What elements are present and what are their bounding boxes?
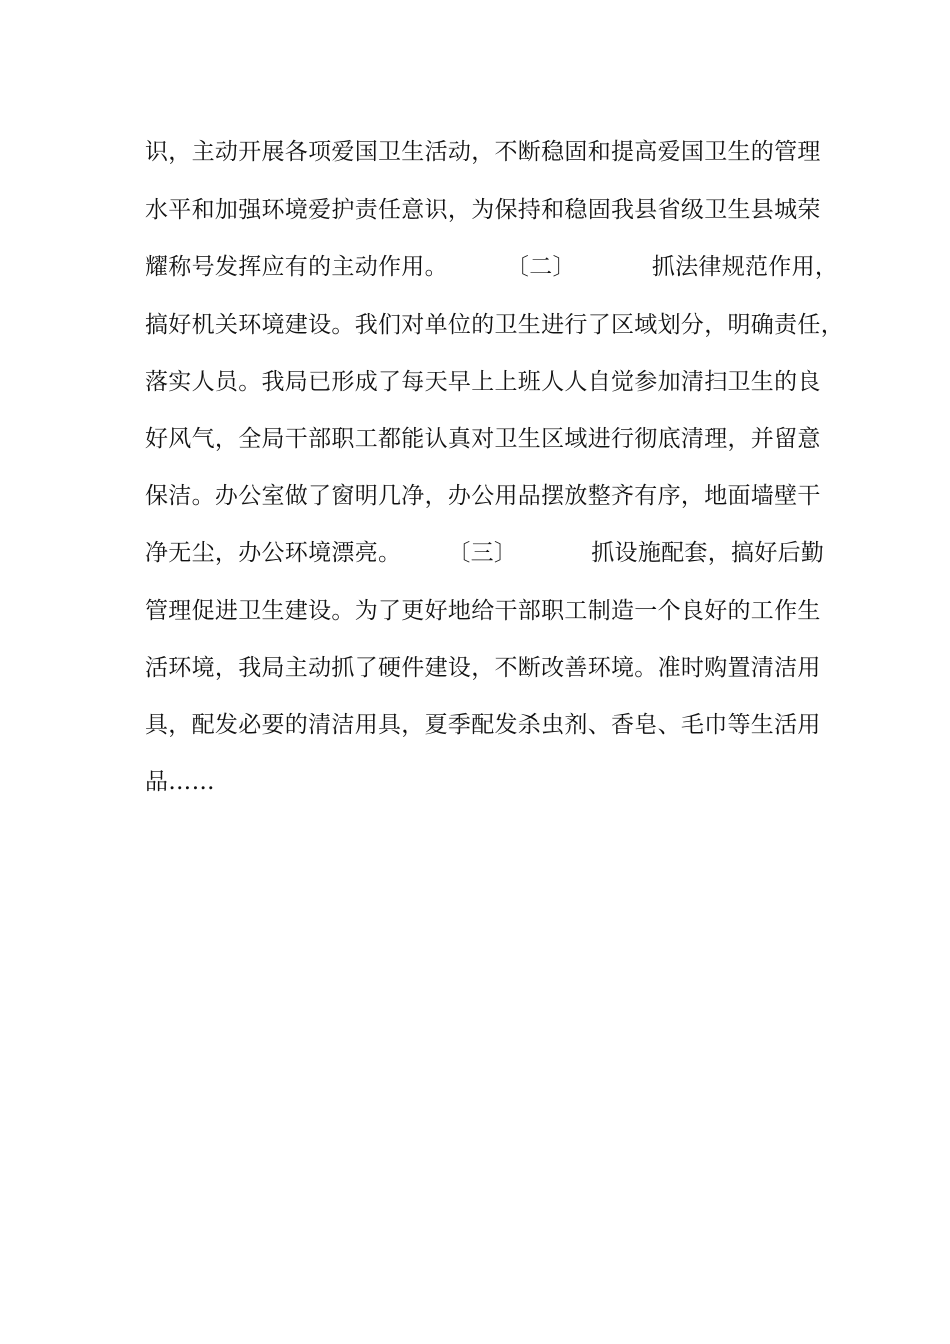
body-text-line-11: 具，配发必要的清洁用具，夏季配发杀虫剂、香皂、毛巾等生活用: [145, 712, 821, 738]
body-text-line-10: 活环境，我局主动抓了硬件建设，不断改善环境。准时购置清洁用: [145, 655, 821, 681]
body-text-line-3: [145, 250, 838, 284]
body-text-line-8-text: 净无尘，办公环境漂亮。: [145, 540, 402, 566]
section-marker-3: 〔三〕: [447, 540, 518, 566]
body-text-line-2: 水平和加强环境爱护责任意识，为保持和稳固我县省级卫生县城荣: [145, 197, 821, 223]
body-text-line-12: 品……: [145, 769, 215, 795]
body-text-line-7: 保洁。办公室做了窗明几净，办公用品摆放整齐有序，地面墙壁干: [145, 483, 821, 509]
body-text-line-6: 好风气，全局干部职工都能认真对卫生区域进行彻底清理，并留意: [145, 426, 821, 452]
body-text-line-5: 落实人员。我局已形成了每天早上上班人人自觉参加清扫卫生的良: [145, 369, 821, 395]
body-text-line-9: 管理促进卫生建设。为了更好地给干部职工制造一个良好的工作生: [145, 598, 821, 624]
section-marker-2: 〔二〕: [505, 254, 576, 280]
section-heading-2: 抓法律规范作用，: [651, 254, 839, 280]
body-text-line-3-text: 耀称号发挥应有的主动作用。: [145, 254, 448, 280]
body-text-line-1: 识，主动开展各项爱国卫生活动，不断稳固和提高爱国卫生的管理: [145, 139, 821, 165]
section-heading-3: 抓设施配套，搞好后勤: [591, 540, 825, 566]
body-text-line-4: 搞好机关环境建设。我们对单位的卫生进行了区域划分，明确责任，: [145, 312, 844, 338]
body-text-line-8: [145, 536, 824, 570]
